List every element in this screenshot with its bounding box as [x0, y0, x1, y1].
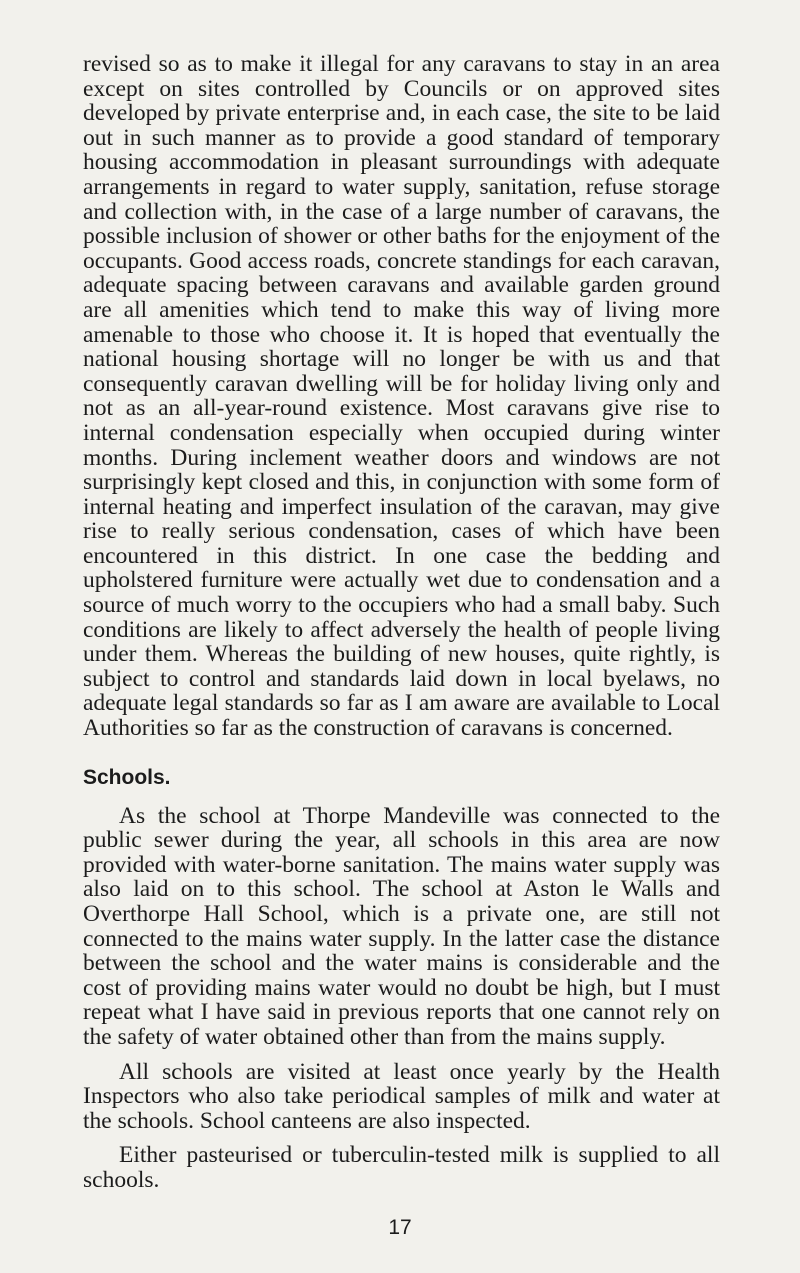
schools-paragraph-sanitation: As the school at Thorpe Mandeville was connected to the public sewer during the year, all schools in this area are now provided with water-borne sanitation. The mains water supply was also laid on to this school. The school at Aston le Walls and Overthorpe Hall School, which is a private one, are still not connected to the mains water supply. In the latter case the distance between the school and the water mains is considerable and the cost of providing mains water would no doubt be high, but I must repeat what I have said in previous reports that one cannot rely on the safety of water obtained other than from the mains supply.	[83, 802, 720, 1050]
schools-paragraph-inspections: All schools are visited at least once yearly by the Health Inspectors who also take periodical samples of milk and water at the schools. School canteens are also inspected.	[83, 1058, 720, 1134]
page-number: 17	[388, 1216, 412, 1239]
caravans-paragraph: revised so as to make it illegal for any caravans to stay in an area except on sites controlled by Councils or on approved sites developed by private enterprise and, in each case, the site to be laid out in such manner as to provide a good standard of temporary housing accommodation in pleasant surroundings with adequate arrangements in regard to water supply, sanitation, refuse storage and collection with, in the case of a large number of caravans, the possible inclusion of shower or other baths for the enjoyment of the occupants. Good access roads, concrete standings for each caravan, adequate spacing between caravans and available garden ground are all amenities which tend to make this way of living more amenable to those who choose it. It is hoped that eventually the national housing shortage will no longer be with us and that consequently caravan dwelling will be for holiday living only and not as an all-year-round existence. Most caravans give rise to internal condensation especially when occupied during winter months. During inclement weather doors and windows are not surprisingly kept closed and this, in conjunction with some form of internal heating and imperfect insulation of the caravan, may give rise to really serious condensation, cases of which have been encountered in this district. In one case the bedding and upholstered furniture were actually wet due to condensation and a source of much worry to the occupiers who had a small baby. Such conditions are likely to affect adversely the health of people living under them. Whereas the building of new houses, quite rightly, is subject to control and standards laid down in local byelaws, no adequate legal standards so far as I am aware are available to Local Authorities so far as the construction of caravans is concerned.	[83, 51, 720, 742]
schools-paragraph-milk: Either pasteurised or tuberculin-tested milk is supplied to all schools.	[83, 1142, 720, 1193]
schools-heading: Schools.	[83, 765, 171, 789]
page-body	[83, 52, 720, 1193]
